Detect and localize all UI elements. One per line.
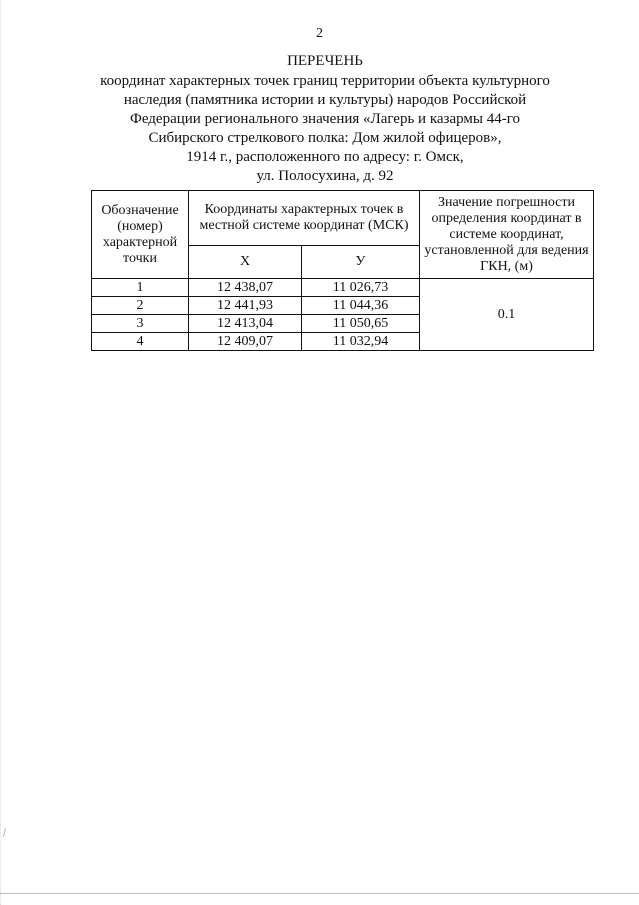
header-point-designation: Обозначение (номер) характерной точки: [92, 191, 189, 279]
cell-point: 3: [92, 315, 189, 333]
scan-edge-mark: [0, 0, 5, 905]
cell-y: 11 044,36: [302, 297, 420, 315]
coordinates-table: [91, 190, 594, 351]
table-header-row: [92, 191, 594, 246]
cell-x: 12 409,07: [189, 333, 302, 351]
cell-y: 11 050,65: [302, 315, 420, 333]
heading-line-5: 1914 г., расположенного по адресу: г. Омск,: [186, 149, 464, 165]
heading-line-4: Сибирского стрелкового полка: Дом жилой офицеров»,: [148, 130, 502, 146]
heading-line-2: наследия (памятника истории и культуры) народов Российской: [123, 92, 527, 108]
heading-line-3: Федерации регионального значения «Лагерь и казармы 44-го: [129, 111, 521, 127]
document-heading: [90, 52, 560, 186]
heading-line-6: ул. Полосухина, д. 92: [256, 168, 394, 184]
cell-point: 1: [92, 279, 189, 297]
page-bottom-rule: [0, 893, 639, 894]
header-x: X: [189, 246, 302, 279]
cell-x: 12 413,04: [189, 315, 302, 333]
table-row: [92, 279, 594, 297]
cell-point: 4: [92, 333, 189, 351]
header-accuracy: Значение погрешности определения координат в системе координат, установленной для ведения ГКН, (м): [420, 191, 594, 279]
header-y: У: [302, 246, 420, 279]
cell-x: 12 438,07: [189, 279, 302, 297]
cell-y: 11 032,94: [302, 333, 420, 351]
heading-line-1: координат характерных точек границ территории объекта культурного: [100, 73, 550, 89]
cell-x: 12 441,93: [189, 297, 302, 315]
cell-accuracy-value: 0.1: [420, 279, 594, 351]
cell-y: 11 026,73: [302, 279, 420, 297]
page-number: 2: [316, 26, 323, 41]
cell-point: 2: [92, 297, 189, 315]
header-coordinates: Координаты характерных точек в местной системе координат (МСК): [189, 191, 420, 246]
document-title: ПЕРЕЧЕНЬ: [287, 53, 363, 69]
